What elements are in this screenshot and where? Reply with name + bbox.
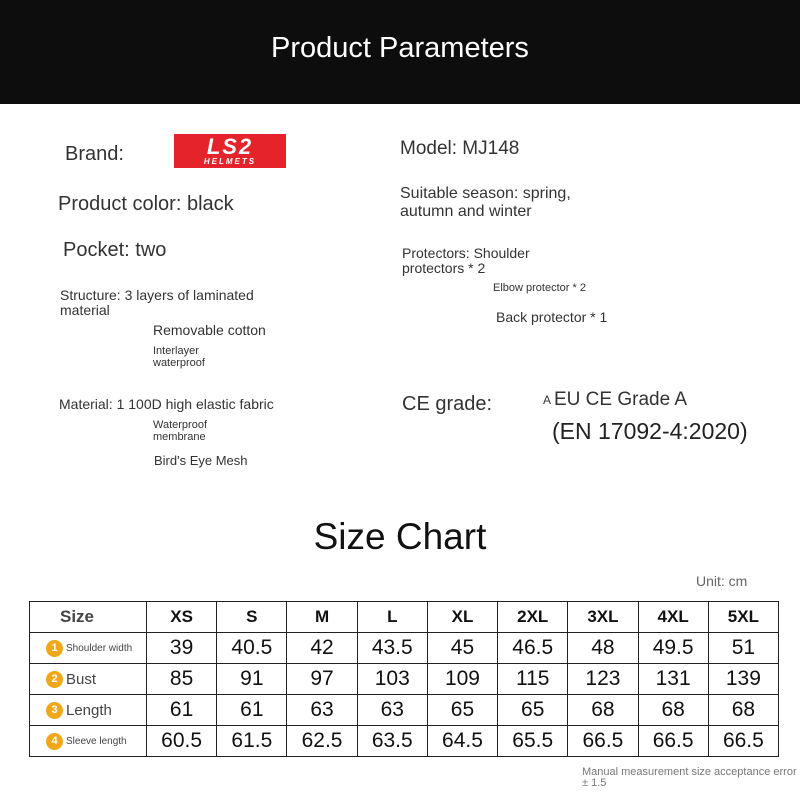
size-header-row	[30, 602, 779, 633]
table-cell: 43.5	[357, 633, 427, 664]
row-label-cell	[30, 633, 147, 664]
model-text: Model: MJ148	[400, 138, 520, 159]
interlayer-text: Interlayer waterproof	[153, 345, 205, 369]
row-label-shoulder-width: Shoulder width	[66, 642, 133, 654]
row-label-length: Length	[66, 701, 112, 719]
table-cell: 40.5	[217, 633, 287, 664]
header-banner	[0, 0, 800, 104]
table-cell: 42	[287, 633, 357, 664]
logo-sub-text: HELMETS	[203, 156, 257, 166]
size-col-header: S	[217, 602, 287, 633]
table-cell: 65	[427, 695, 497, 726]
table-cell: 66.5	[568, 726, 638, 757]
pocket-text: Pocket: two	[63, 239, 167, 261]
page-title: Product Parameters	[271, 32, 529, 64]
table-cell: 46.5	[498, 633, 568, 664]
table-cell: 61.5	[217, 726, 287, 757]
table-cell: 131	[638, 664, 708, 695]
table-cell: 123	[568, 664, 638, 695]
table-cell: 62.5	[287, 726, 357, 757]
table-cell: 97	[287, 664, 357, 695]
ce-grade-text: EU CE Grade A	[554, 389, 688, 410]
table-cell: 66.5	[708, 726, 778, 757]
number-4-icon: 4	[46, 733, 63, 750]
table-cell: 64.5	[427, 726, 497, 757]
table-cell: 48	[568, 633, 638, 664]
table-cell: 39	[147, 633, 217, 664]
row-label-cell	[30, 664, 147, 695]
table-cell: 65.5	[498, 726, 568, 757]
table-row-shoulder-width	[30, 633, 779, 664]
table-cell: 61	[147, 695, 217, 726]
season-text: Suitable season: spring, autumn and winter	[400, 185, 571, 220]
table-cell: 103	[357, 664, 427, 695]
size-col-header: L	[357, 602, 427, 633]
size-col-header: 4XL	[638, 602, 708, 633]
size-chart-title: Size Chart	[313, 516, 487, 557]
removable-cotton-text: Removable cotton	[153, 322, 266, 338]
table-cell: 45	[427, 633, 497, 664]
structure-text: Structure: 3 layers of laminated material	[60, 287, 254, 318]
unit-label: Unit: cm	[696, 573, 748, 589]
table-cell: 63	[357, 695, 427, 726]
table-cell: 49.5	[638, 633, 708, 664]
table-cell: 85	[147, 664, 217, 695]
table-cell: 68	[568, 695, 638, 726]
measurement-note: Manual measurement size acceptance error ± 1.5	[582, 766, 797, 789]
number-2-icon: 2	[46, 671, 63, 688]
brand-label: Brand:	[65, 143, 124, 165]
table-cell: 60.5	[147, 726, 217, 757]
table-cell: 91	[217, 664, 287, 695]
size-col-header: 5XL	[708, 602, 778, 633]
table-cell: 68	[708, 695, 778, 726]
size-col-header: XS	[147, 602, 217, 633]
table-cell: 63	[287, 695, 357, 726]
row-label-cell	[30, 695, 147, 726]
number-3-icon: 3	[46, 702, 63, 719]
size-table	[29, 601, 779, 757]
product-color-text: Product color: black	[58, 193, 234, 215]
ce-standard-text: (EN 17092-4:2020)	[552, 418, 748, 444]
back-protector-text: Back protector * 1	[496, 309, 608, 325]
row-label-cell	[30, 726, 147, 757]
logo-main-text: LS2	[206, 133, 254, 159]
size-col-header: XL	[427, 602, 497, 633]
table-cell: 139	[708, 664, 778, 695]
table-row-sleeve-length	[30, 726, 779, 757]
table-cell: 63.5	[357, 726, 427, 757]
table-row-bust	[30, 664, 779, 695]
ls2-logo	[174, 134, 286, 168]
row-label-sleeve-length: Sleeve length	[66, 735, 127, 747]
table-cell: 115	[498, 664, 568, 695]
table-cell: 68	[638, 695, 708, 726]
size-header-label: Size	[30, 602, 147, 633]
membrane-text: Waterproof membrane	[153, 419, 208, 443]
table-row-length	[30, 695, 779, 726]
material-text: Material: 1 100D high elastic fabric	[59, 396, 274, 412]
ce-grade-label: CE grade:	[402, 393, 493, 415]
table-cell: 61	[217, 695, 287, 726]
number-1-icon: 1	[46, 640, 63, 657]
table-cell: 109	[427, 664, 497, 695]
ce-prefix: A	[543, 393, 552, 407]
table-cell: 65	[498, 695, 568, 726]
table-cell: 66.5	[638, 726, 708, 757]
protectors-text: Protectors: Shoulder protectors * 2	[402, 245, 530, 276]
table-cell: 51	[708, 633, 778, 664]
mesh-text: Bird's Eye Mesh	[154, 453, 248, 468]
size-col-header: 2XL	[498, 602, 568, 633]
row-label-bust: Bust	[66, 670, 97, 688]
size-col-header: M	[287, 602, 357, 633]
elbow-protector-text: Elbow protector * 2	[493, 282, 586, 294]
size-col-header: 3XL	[568, 602, 638, 633]
